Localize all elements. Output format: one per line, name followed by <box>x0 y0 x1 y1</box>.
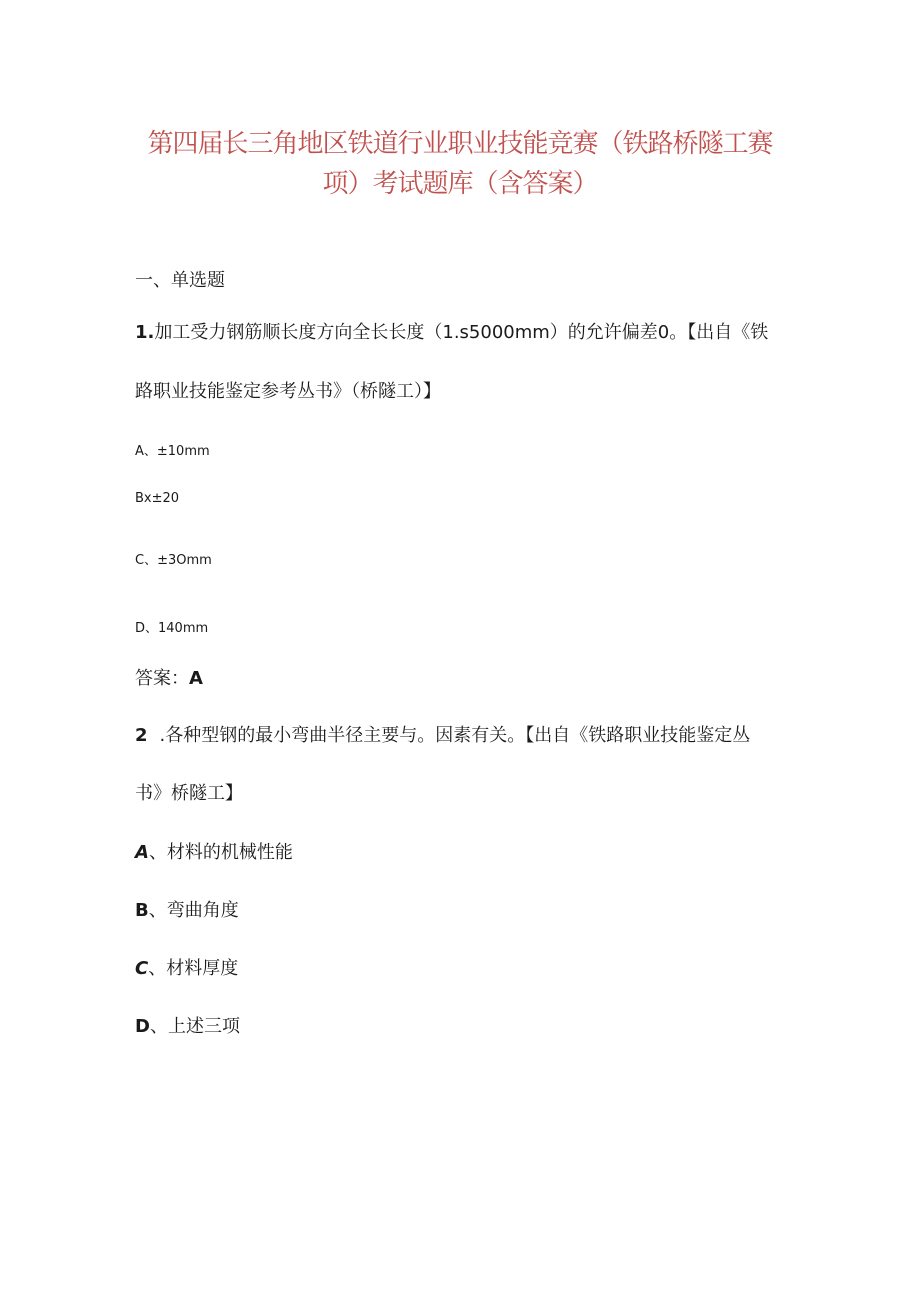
q2-option-a <box>135 838 293 864</box>
q1-option-a: A、±10mm <box>135 444 210 459</box>
q2-option-a-letter: A <box>135 842 149 863</box>
q1-answer <box>135 664 203 690</box>
question-1-line-2: 路职业技能鉴定参考丛书》（桥隧工）】 <box>135 381 441 402</box>
title-line-1: 第四届长三角地区铁道行业职业技能竞赛（铁路桥隧工赛 <box>147 129 773 159</box>
q2-option-c-text: 、材料厚度 <box>148 958 239 979</box>
q2-option-d-letter: D <box>135 1016 150 1037</box>
q1-answer-label: 答案： <box>135 668 189 689</box>
q1-answer-value: A <box>189 668 203 689</box>
q2-option-c-letter: C <box>135 958 149 979</box>
q2-option-b <box>135 896 239 922</box>
q2-option-c <box>135 954 238 980</box>
question-1-line-1 <box>135 318 768 344</box>
q2-option-b-text: 、弯曲角度 <box>148 900 239 921</box>
question-1-text-1: 加工受力钢筋顺长度方向全长长度（1.s5000mm）的允许偏差0。【出自《铁 <box>154 322 769 343</box>
question-1-number: 1. <box>135 322 155 343</box>
q1-option-c: C、±3Omm <box>135 553 212 568</box>
q2-option-a-text: 、材料的机械性能 <box>148 842 293 863</box>
section-heading: 一、单选题 <box>135 270 225 291</box>
q2-option-d <box>135 1012 240 1038</box>
q1-option-b: Bx±20 <box>135 491 180 506</box>
question-2-text-1: .各种型钢的最小弯曲半径主要与。因素有关。【出自《铁路职业技能鉴定丛 <box>159 725 751 746</box>
q1-option-d: D、140mm <box>135 621 209 636</box>
question-2-line-1 <box>135 721 750 747</box>
question-2-line-2: 书》桥隧工】 <box>135 783 243 804</box>
q2-option-d-text: 、上述三项 <box>149 1016 240 1037</box>
title-line-2: 项）考试题库（含答案） <box>322 169 598 199</box>
question-2-number: 2 <box>135 725 148 746</box>
q2-option-b-letter: B <box>135 900 149 921</box>
